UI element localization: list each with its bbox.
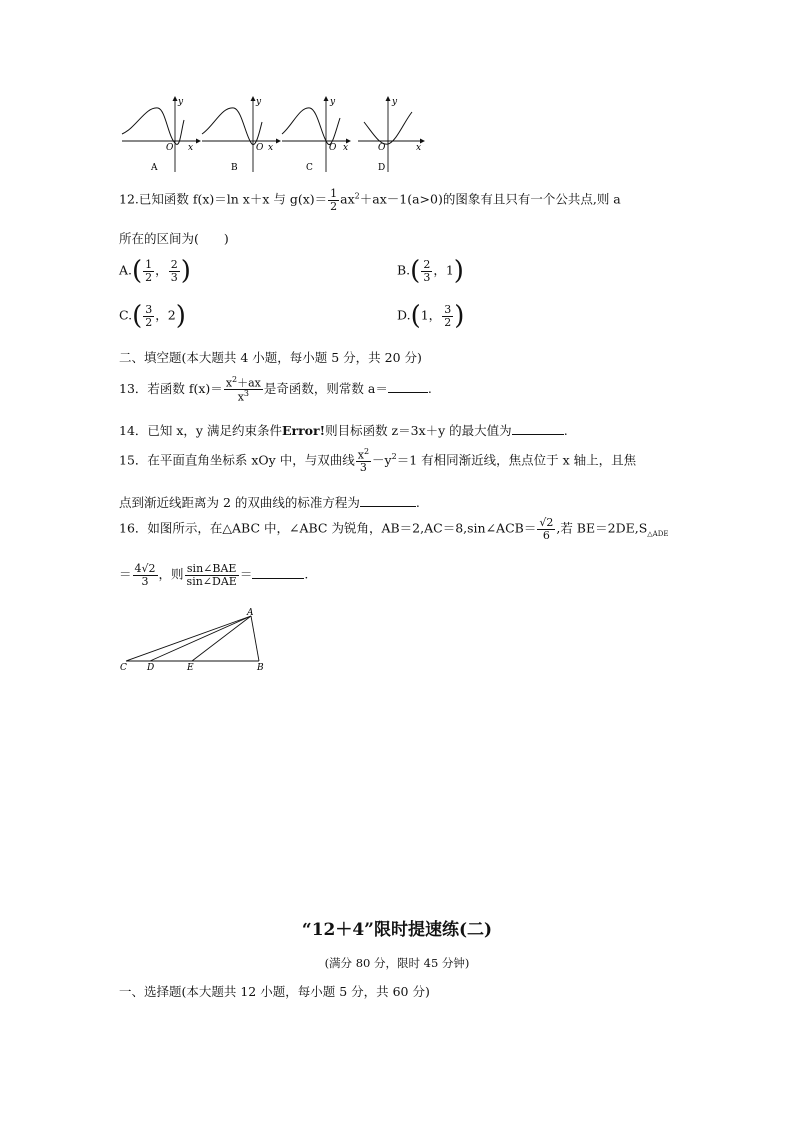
graph-d-y: y — [392, 97, 398, 107]
q15-line2: 点到渐近线距离为 2 的双曲线的标准方程为 . — [119, 495, 420, 510]
q13: 13．若函数 f(x)＝ $\frac{x^2+ax}{x^3}$ 是奇函数，则常数 a＝ . — [119, 375, 432, 404]
vertex-c: C — [120, 663, 127, 672]
q14: 14．已知 x，y 满足约束条件Error!则目标函数 z＝3x＋y 的最大值为 . — [119, 423, 568, 438]
answer-graphs — [118, 94, 428, 176]
q12-line2: 所在的区间为( ) — [119, 231, 229, 246]
graph-d-label: D — [378, 163, 386, 173]
q12-text-3: ＋ax－1(a>0)的图象有且只有一个公共点,则 a — [359, 191, 621, 207]
q14-answer-blank — [512, 422, 564, 435]
q12-line1: 12.已知函数 f(x)＝ln x＋x 与 g(x)＝ $\frac{1}{2}$ $ax^2+ax-1(a>0)$的图象有且只有一个公共点,则 a — [119, 187, 621, 213]
graph-c-label: C — [306, 163, 313, 173]
practice-subtitle: (满分 80 分，限时 45 分钟) — [324, 956, 470, 970]
graph-b-origin: O — [256, 143, 264, 153]
q12-option-c: C.( $\frac{3}{2}$ ，2) — [119, 301, 186, 331]
q12-fraction: $\frac{1}{2}$ — [330, 187, 338, 213]
q12-option-d: D.(1， $\frac{3}{2}$ ) — [397, 301, 465, 331]
graph-a-label: A — [151, 163, 158, 173]
q13-fraction: $\frac{x^2+ax}{x^3}$ — [225, 375, 261, 404]
q14-error-text: Error! — [281, 423, 326, 438]
q16-line1: 16．如图所示，在△ABC 中，∠ABC 为锐角，AB＝2,AC＝8,sin∠ACB＝ $\frac{√2}{6}$ ,若 $BE=2DE,S_{\triangle ADE}$ — [119, 516, 669, 542]
graph-b-label: B — [231, 163, 238, 173]
graph-d-origin: O — [378, 143, 386, 153]
triangle-figure — [116, 606, 276, 672]
q16-fraction-2: $\frac{4√2}{3}$ — [134, 562, 156, 588]
vertex-e: E — [187, 663, 194, 672]
section2-header: 二、填空题(本大题共 4 小题，每小题 5 分，共 20 分) — [119, 350, 422, 365]
graph-b-x: x — [268, 143, 274, 153]
q13-answer-blank — [388, 380, 428, 393]
graph-b-y: y — [256, 97, 262, 107]
vertex-d: D — [147, 663, 155, 672]
q15-answer-blank — [360, 494, 416, 507]
q16-line2: ＝ $\frac{4√2}{3}$ ，则 $\frac{\text{sin∠BAE}}{\text{sin∠DAE}}$ ＝ . — [119, 562, 309, 588]
q16-fraction-3: $\frac{\text{sin∠BAE}}{\text{sin∠DAE}}$ — [186, 562, 237, 588]
graph-c-y: y — [330, 97, 336, 107]
graph-c — [282, 96, 351, 173]
q12-option-b: B.( $\frac{2}{3}$ ，1) — [397, 256, 464, 286]
graph-b — [202, 96, 281, 173]
vertex-a: A — [247, 608, 254, 618]
graph-a-y: y — [178, 97, 184, 107]
q16-fraction-1: $\frac{√2}{6}$ — [539, 516, 554, 542]
practice-section1: 一、选择题(本大题共 12 小题，每小题 5 分，共 60 分) — [119, 984, 430, 999]
graph-c-origin: O — [329, 143, 337, 153]
q15-line1: 15．在平面直角坐标系 xOy 中，与双曲线 $\frac{x^2}{3}$ $-y^2=1$ 有相同渐近线，焦点位于 x 轴上，且焦 — [119, 447, 637, 475]
graph-d — [358, 96, 425, 173]
q12-option-a: A.( $\frac{1}{2}$ ， $\frac{2}{3}$ ) — [119, 256, 191, 286]
vertex-b: B — [257, 663, 264, 672]
graph-a-origin: O — [166, 143, 174, 153]
graph-a — [122, 96, 201, 173]
graph-c-x: x — [343, 143, 349, 153]
graph-a-x: x — [188, 143, 194, 153]
practice-title: “12＋4”限时提速练(二) — [301, 920, 493, 940]
q12-text-1: 12.已知函数 f(x)＝ln x＋x 与 g(x)＝ — [119, 191, 328, 207]
q15-fraction: $\frac{x^2}{3}$ — [357, 447, 370, 475]
graph-d-x: x — [416, 143, 422, 153]
q16-answer-blank — [252, 566, 304, 579]
